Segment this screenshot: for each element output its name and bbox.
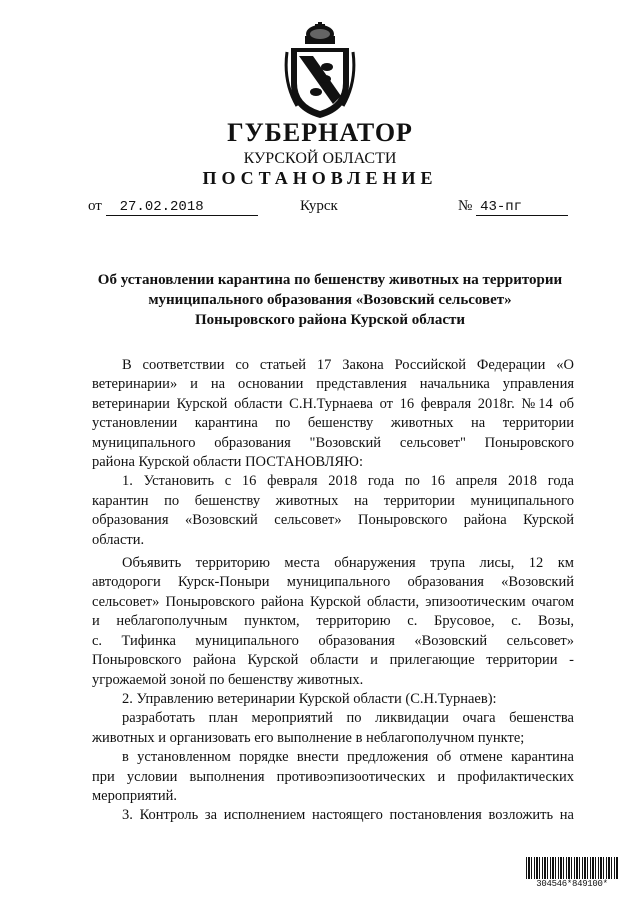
barcode bbox=[526, 857, 618, 891]
region-heading: КУРСКОЙ ОБЛАСТИ bbox=[243, 150, 397, 167]
governor-heading: ГУБЕРНАТОР bbox=[227, 118, 413, 147]
document-body bbox=[92, 356, 574, 826]
city-label: Курск bbox=[300, 198, 338, 214]
number-prefix: № bbox=[458, 198, 473, 214]
body-line: образования «Возовский сельсовет» Поныровского района Курской bbox=[92, 512, 574, 529]
number-field bbox=[458, 198, 568, 216]
body-line: 2. Управлению ветеринарии Курской области (С.Н.Турнаев): bbox=[122, 690, 497, 707]
body-line: животных и организовать его выполнение в неблагополучном пункте; bbox=[92, 729, 525, 746]
body-line: 3. Контроль за исполнением настоящего постановления возложить на bbox=[122, 807, 574, 824]
body-line: при условии выполнения противоэпизоотических и профилактических bbox=[92, 768, 574, 785]
body-line: ветеринарии» и на основании представления начальника управления bbox=[92, 376, 574, 393]
body-line: и неблагополучным пунктом, территорию с. Брусовое, с. Возы, bbox=[92, 613, 574, 630]
barcode-bars bbox=[526, 857, 618, 879]
body-line: с. Тифинка муниципального образования «Возовский сельсовет» bbox=[92, 632, 574, 649]
body-line: угрожаемой зоной по бешенству животных. bbox=[92, 671, 364, 688]
body-line: сельсовет» Поныровского района Курской области, эпизоотическим очагом bbox=[92, 593, 574, 610]
number-value: 43-пг bbox=[480, 199, 523, 215]
body-line: в установленном порядке внести предложения об отмене карантина bbox=[122, 749, 574, 766]
document-title bbox=[80, 270, 580, 330]
body-line: карантин по бешенству животных на территории муниципального bbox=[92, 492, 574, 509]
number-value-line bbox=[476, 198, 568, 216]
crown-icon bbox=[305, 22, 335, 44]
date-value-line bbox=[106, 198, 258, 216]
title-line: муниципального образования «Возовский сельсовет» bbox=[148, 292, 512, 308]
body-line: района Курской области ПОСТАНОВЛЯЮ: bbox=[92, 454, 363, 471]
body-line: разработать план мероприятий по ликвидации очага бешенства bbox=[122, 710, 574, 727]
date-value: 27.02.2018 bbox=[119, 199, 204, 215]
body-line: В соответствии со статьей 17 Закона Российской Федерации «О bbox=[122, 357, 574, 373]
title-line: Поныровского района Курской области bbox=[195, 312, 465, 328]
body-line: установлении карантина по бешенству животных на территории bbox=[92, 415, 574, 432]
kursk-coat-of-arms-emblem bbox=[283, 22, 357, 120]
body-line: муниципального образования "Возовский сельсовет" Поныровского bbox=[92, 434, 574, 451]
decree-heading: ПОСТАНОВЛЕНИЕ bbox=[202, 168, 438, 188]
body-line: Поныровского района Курской области и прилегающие территории - bbox=[92, 652, 574, 669]
body-line: мероприятий. bbox=[92, 787, 178, 804]
body-line: автодороги Курск-Поныри муниципального образования «Возовский bbox=[92, 574, 574, 591]
title-line: Об установлении карантина по бешенству животных на территории bbox=[97, 272, 563, 288]
date-prefix: от bbox=[88, 198, 102, 214]
date-field bbox=[88, 198, 258, 216]
barcode-number: 304546*849100* bbox=[536, 879, 608, 889]
body-line: 1. Установить с 16 февраля 2018 года по 16 апреля 2018 года bbox=[122, 473, 574, 490]
body-line: Объявить территорию места обнаружения трупа лисы, 12 км bbox=[122, 555, 574, 572]
body-line: ветеринарии Курской области С.Н.Турнаева от 16 февраля 2018г. №14 об bbox=[92, 395, 574, 412]
body-line: области. bbox=[92, 531, 145, 548]
